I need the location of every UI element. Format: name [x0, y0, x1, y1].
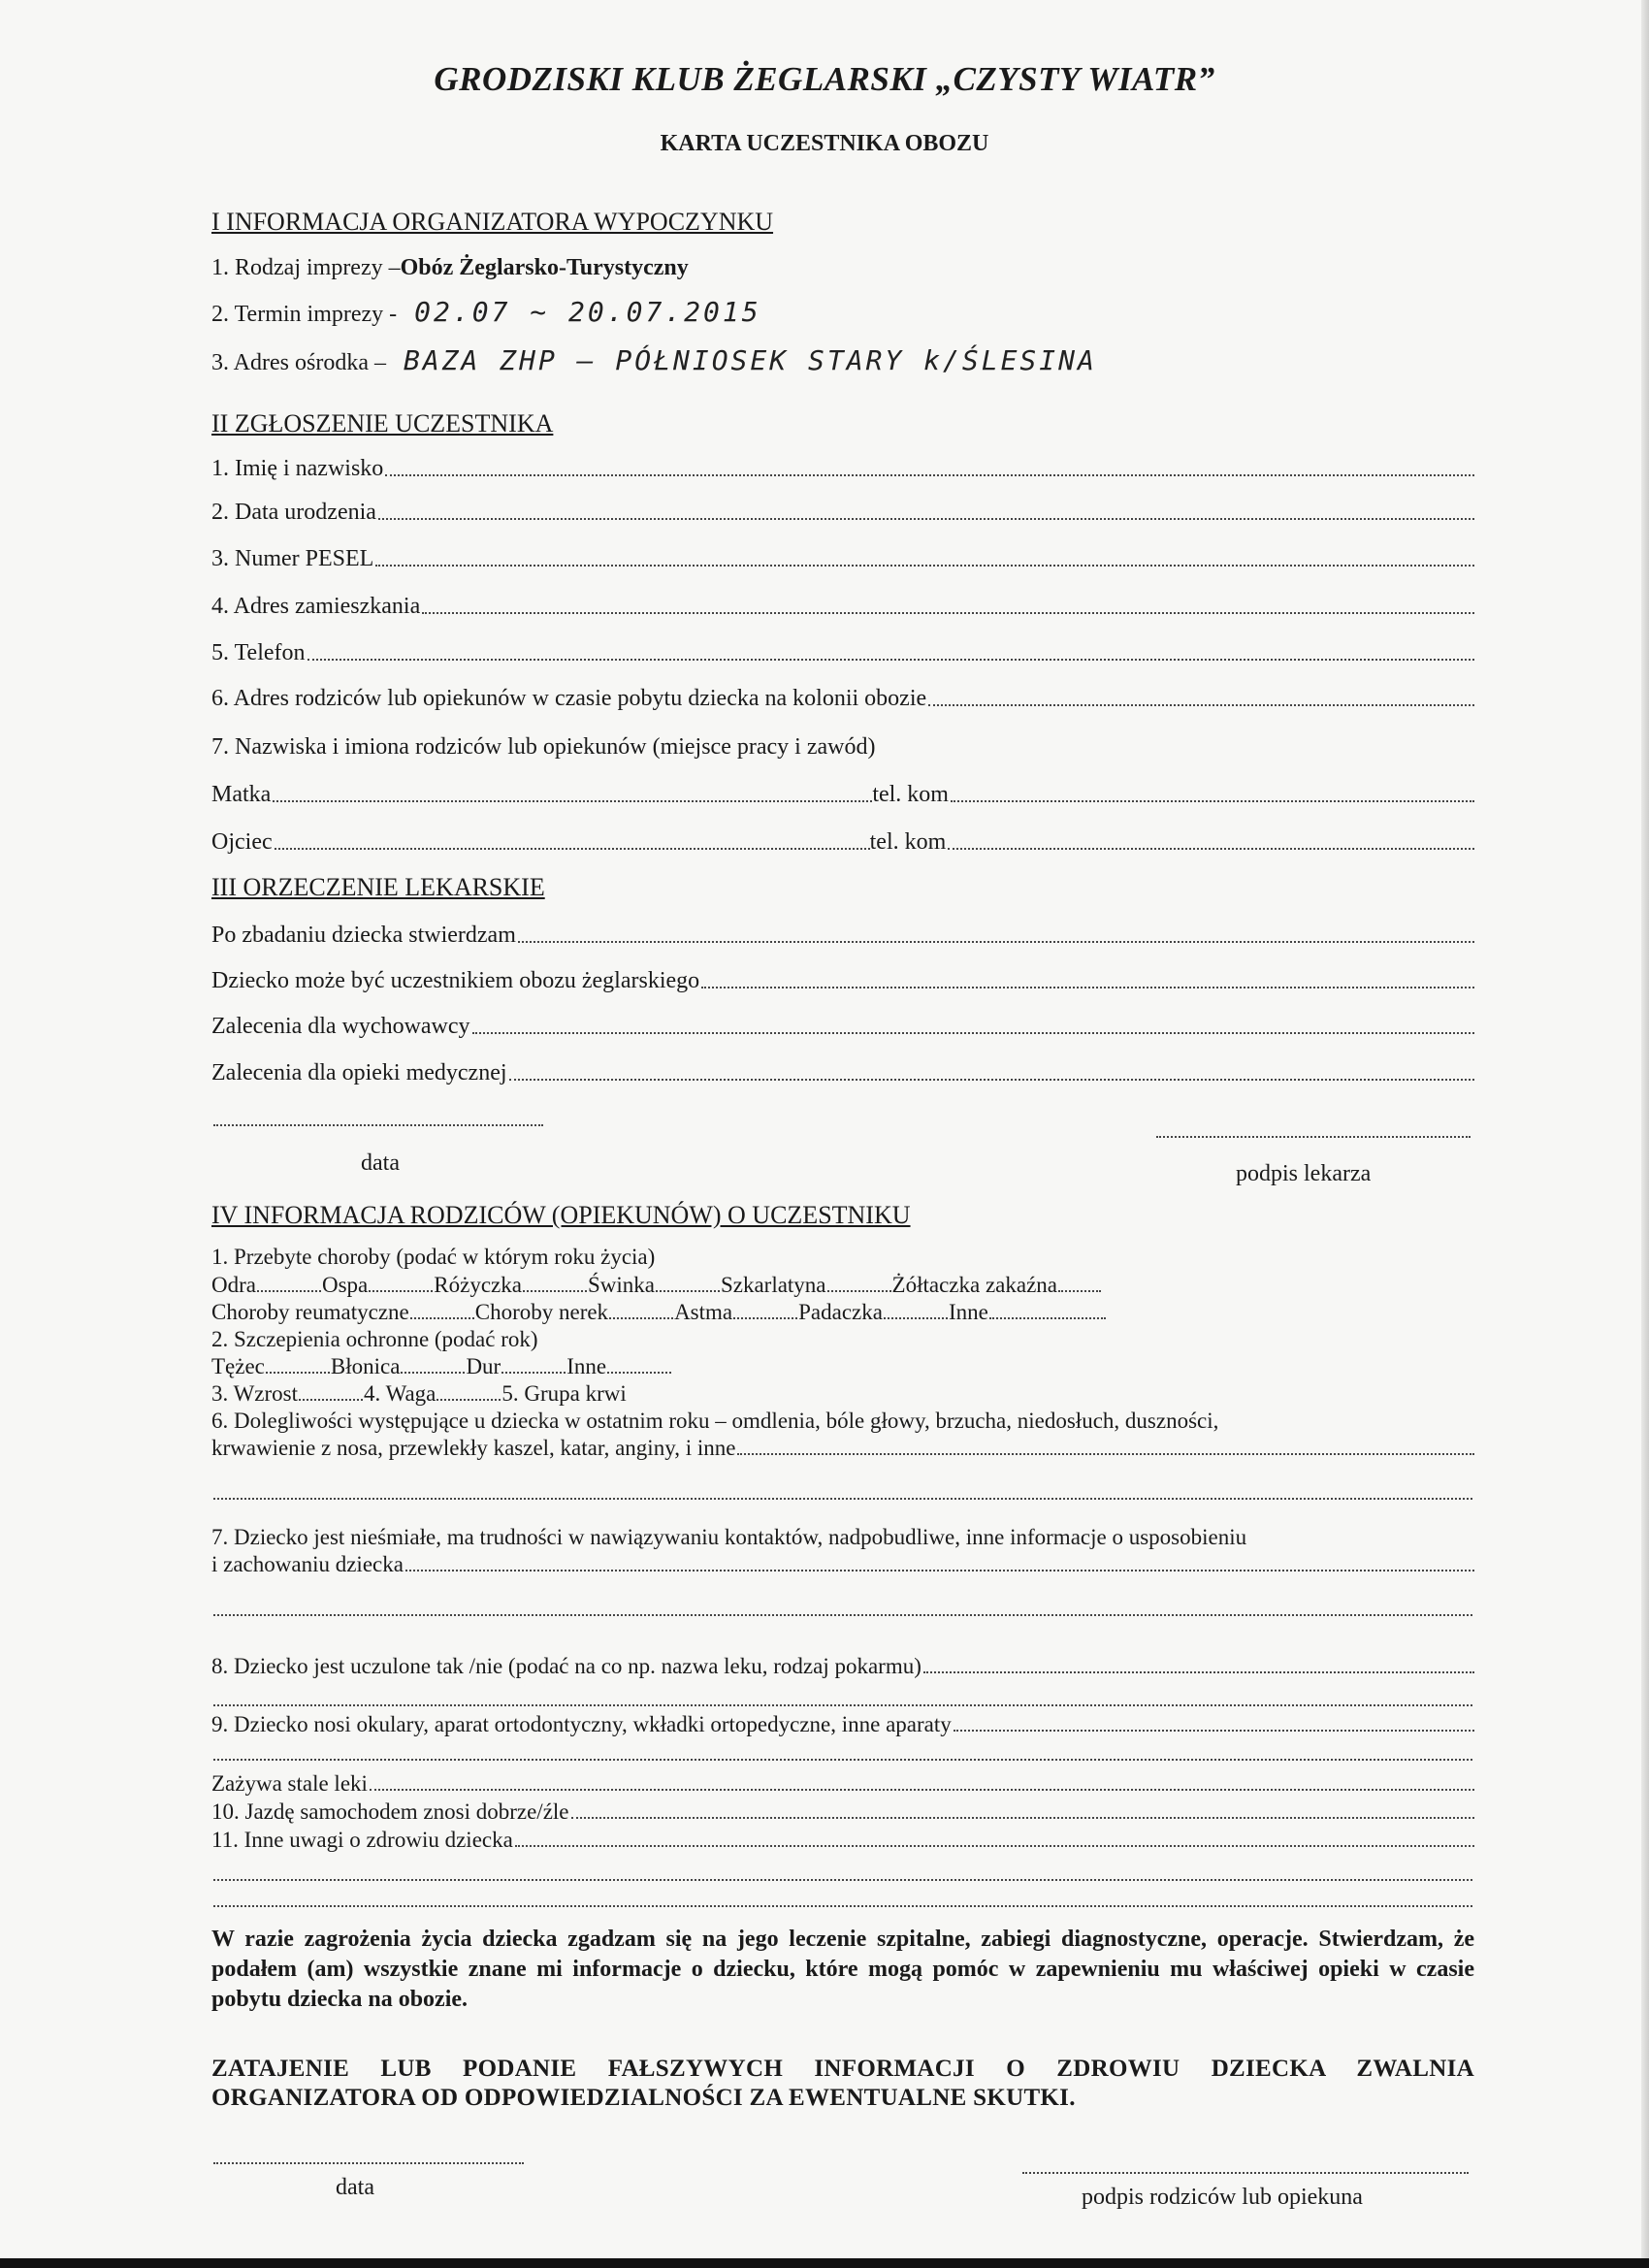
illnesses-row-1[interactable] — [211, 1273, 1102, 1298]
allergy-label: 8. Dziecko jest uczulone tak /nie (podać na co np. nazwa leku, rodzaj pokarmu) — [211, 1654, 922, 1678]
illness-kidney: Choroby nerek — [474, 1300, 609, 1324]
blood-group-label: 5. Grupa krwi — [501, 1381, 627, 1406]
other-health-field[interactable] — [211, 1828, 1474, 1853]
section-3-heading: III ORZECZENIE LEKARSKIE — [211, 873, 545, 901]
vacc-typhoid: Dur — [466, 1354, 501, 1378]
mother-field[interactable] — [211, 782, 1474, 808]
doctor-date-caption: data — [361, 1150, 400, 1176]
illnesses-intro: 1. Przebyte choroby (podać w którym roku życia) — [211, 1245, 656, 1269]
organization-title: GRODZISKI KLUB ŻEGLARSKI „CZYSTY WIATR” — [434, 60, 1215, 98]
full-name-field[interactable] — [211, 456, 1474, 482]
card-title: KARTA UCZESTNIKA OBOZU — [660, 131, 989, 156]
meds-label: Zażywa stale leki — [211, 1771, 368, 1796]
parent-date-caption: data — [336, 2175, 374, 2200]
aids-field[interactable] — [211, 1712, 1474, 1737]
mother-phone-dots[interactable] — [951, 799, 1474, 802]
temperament-extra-line[interactable] — [213, 1613, 1472, 1616]
liability-warning: ZATAJENIE LUB PODANIE FAŁSZYWYCH INFORMACJI O ZDROWIU DZIECKA ZWALNIA ORGANIZATORA OD ODPOWIEDZIALNOŚCI ZA EWENTUALNE SKUTKI. — [211, 2056, 1474, 2111]
event-type-value: Obóz Żeglarsko-Turystyczny — [400, 255, 689, 280]
car-travel-field[interactable] — [211, 1799, 1474, 1825]
eligibility-label: Dziecko może być uczestnikiem obozu żeglarskiego — [211, 968, 700, 993]
parent-date-line[interactable] — [213, 2161, 524, 2164]
illness-scarlet-fever: Szkarlatyna — [720, 1273, 826, 1297]
father-label: Ojciec — [211, 829, 273, 855]
father-field[interactable] — [211, 829, 1474, 856]
examination-dots[interactable] — [518, 940, 1474, 943]
other-health-dots[interactable] — [515, 1844, 1474, 1847]
height-label: 3. Wzrost — [211, 1381, 299, 1406]
event-type-label: 1. Rodzaj imprezy – — [211, 255, 401, 280]
venue-address-label: 3. Adres ośrodka – — [211, 350, 386, 375]
doctor-date-line[interactable] — [213, 1123, 543, 1126]
doctor-signature-line[interactable] — [1156, 1135, 1471, 1138]
full-name-dots[interactable] — [385, 473, 1474, 476]
illnesses-row-2[interactable] — [211, 1300, 1107, 1325]
examination-label: Po zbadaniu dziecka stwierdzam — [211, 923, 516, 948]
medical-recommendations-field[interactable] — [211, 1060, 1474, 1086]
ailments-field[interactable] — [211, 1436, 1474, 1461]
mother-phone-label: tel. kom — [872, 782, 949, 807]
vacc-other: Inne — [566, 1354, 607, 1378]
ailments-line-2: krwawienie z nosa, przewlekły kaszel, katar, anginy, i inne — [211, 1436, 736, 1460]
doctor-signature-caption: podpis lekarza — [1236, 1161, 1372, 1186]
meds-dots[interactable] — [370, 1788, 1474, 1791]
medical-recommendations-dots[interactable] — [509, 1078, 1474, 1081]
vaccinations-intro: 2. Szczepienia ochronne (podać rok) — [211, 1327, 538, 1351]
vacc-tetanus: Tężec — [211, 1354, 265, 1378]
parents-names-label: 7. Nazwiska i imiona rodziców lub opiekunów (miejsce pracy i zawód) — [211, 734, 876, 760]
birth-date-label: 2. Data urodzenia — [211, 500, 376, 525]
temperament-field[interactable] — [211, 1552, 1474, 1577]
birth-date-dots[interactable] — [378, 517, 1474, 520]
other-health-extra-line-1[interactable] — [213, 1878, 1472, 1881]
parent-signature-caption: podpis rodziców lub opiekuna — [1082, 2185, 1363, 2210]
event-date-row — [211, 296, 761, 328]
illness-chickenpox: Ospa — [321, 1273, 369, 1297]
full-name-label: 1. Imię i nazwisko — [211, 456, 384, 481]
scan-edge-bottom — [0, 2258, 1649, 2268]
educator-recommendations-dots[interactable] — [472, 1031, 1474, 1034]
illness-rubella: Różyczka — [434, 1273, 522, 1297]
phone-label: 5. Telefon — [211, 640, 306, 665]
other-health-label: 11. Inne uwagi o zdrowiu dziecka — [211, 1828, 513, 1852]
car-travel-dots[interactable] — [571, 1816, 1474, 1819]
father-phone-dots[interactable] — [948, 847, 1474, 850]
parents-address-dots[interactable] — [928, 703, 1474, 706]
father-phone-label: tel. kom — [869, 829, 947, 855]
illness-epilepsy: Padaczka — [798, 1300, 883, 1324]
body-measures-row[interactable] — [211, 1381, 627, 1407]
temperament-line-1: 7. Dziecko jest nieśmiałe, ma trudności w nawiązywaniu kontaktów, nadpobudliwe, inne informacje o usposobieniu — [211, 1525, 1247, 1549]
phone-field[interactable] — [211, 640, 1474, 666]
father-dots[interactable] — [275, 847, 870, 850]
educator-recommendations-field[interactable] — [211, 1014, 1474, 1040]
consent-statement: W razie zagrożenia życia dziecka zgadzam się na jego leczenie szpitalne, zabiegi diagnostyczne, operacje. Stwierdzam, że podałem (am) wszystkie znane mi informacje o dziecku, które mogą pomóc w zapewnieniu mu właściwej opieki w czasie pobytu dziecka na obozie. — [211, 1927, 1474, 2012]
section-1-heading: I INFORMACJA ORGANIZATORA WYPOCZYNKU — [211, 208, 774, 236]
scan-edge-right — [1641, 0, 1649, 2268]
car-travel-label: 10. Jazdę samochodem znosi dobrze/źle — [211, 1799, 569, 1824]
parent-signature-line[interactable] — [1022, 2171, 1469, 2174]
illness-measles: Odra — [211, 1273, 256, 1297]
parents-address-field[interactable] — [211, 686, 1474, 712]
allergy-dots[interactable] — [923, 1670, 1474, 1673]
illness-mumps: Świnka — [587, 1273, 655, 1297]
illness-rheumatic: Choroby reumatyczne — [211, 1300, 409, 1324]
allergy-field[interactable] — [211, 1654, 1474, 1679]
section-2-heading: II ZGŁOSZENIE UCZESTNIKA — [211, 409, 554, 437]
illness-asthma: Astma — [674, 1300, 733, 1324]
educator-recommendations-label: Zalecenia dla wychowawcy — [211, 1014, 470, 1039]
eligibility-field[interactable] — [211, 968, 1474, 994]
mother-label: Matka — [211, 782, 272, 807]
illness-other: Inne — [948, 1300, 988, 1324]
home-address-field[interactable] — [211, 594, 1474, 620]
temperament-line-2: i zachowaniu dziecka — [211, 1552, 404, 1576]
aids-extra-line[interactable] — [213, 1758, 1472, 1761]
meds-field[interactable] — [211, 1771, 1474, 1797]
event-date-label: 2. Termin imprezy - — [211, 302, 398, 327]
venue-address-row — [211, 344, 1097, 376]
other-health-extra-line-2[interactable] — [213, 1904, 1472, 1907]
ailments-dots[interactable] — [737, 1452, 1474, 1455]
illness-hepatitis: Żółtaczka zakaźna — [891, 1273, 1057, 1297]
mother-dots[interactable] — [273, 799, 872, 802]
weight-label: 4. Waga — [364, 1381, 436, 1406]
home-address-label: 4. Adres zamieszkania — [211, 594, 421, 619]
allergy-extra-line[interactable] — [213, 1703, 1472, 1706]
event-date-handwritten: 02.07 ~ 20.07.2015 — [414, 296, 761, 328]
aids-dots[interactable] — [954, 1729, 1474, 1732]
ailments-line-1: 6. Dolegliwości występujące u dziecka w ostatnim roku – omdlenia, bóle głowy, brzucha, niedosłuch, duszności, — [211, 1409, 1219, 1433]
event-type-row — [211, 255, 689, 281]
medical-recommendations-label: Zalecenia dla opieki medycznej — [211, 1060, 507, 1085]
pesel-field[interactable] — [211, 546, 1474, 572]
aids-label: 9. Dziecko nosi okulary, aparat ortodontyczny, wkładki ortopedyczne, inne aparaty — [211, 1712, 952, 1736]
section-4-heading: IV INFORMACJA RODZICÓW (OPIEKUNÓW) O UCZESTNIKU — [211, 1201, 911, 1229]
vaccinations-row[interactable] — [211, 1354, 672, 1379]
pesel-dots[interactable] — [375, 564, 1474, 567]
ailments-extra-line[interactable] — [213, 1497, 1472, 1500]
parents-address-label: 6. Adres rodziców lub opiekunów w czasie pobytu dziecka na kolonii obozie — [211, 686, 927, 711]
examination-field[interactable] — [211, 923, 1474, 949]
temperament-dots[interactable] — [405, 1569, 1474, 1571]
phone-dots[interactable] — [307, 658, 1474, 661]
vacc-diphtheria: Błonica — [330, 1354, 401, 1378]
birth-date-field[interactable] — [211, 500, 1474, 526]
pesel-label: 3. Numer PESEL — [211, 546, 374, 571]
home-address-dots[interactable] — [422, 611, 1474, 614]
venue-address-handwritten: BAZA ZHP – PÓŁNIOSEK STARY k/ŚLESINA — [403, 344, 1097, 376]
eligibility-dots[interactable] — [701, 986, 1474, 988]
